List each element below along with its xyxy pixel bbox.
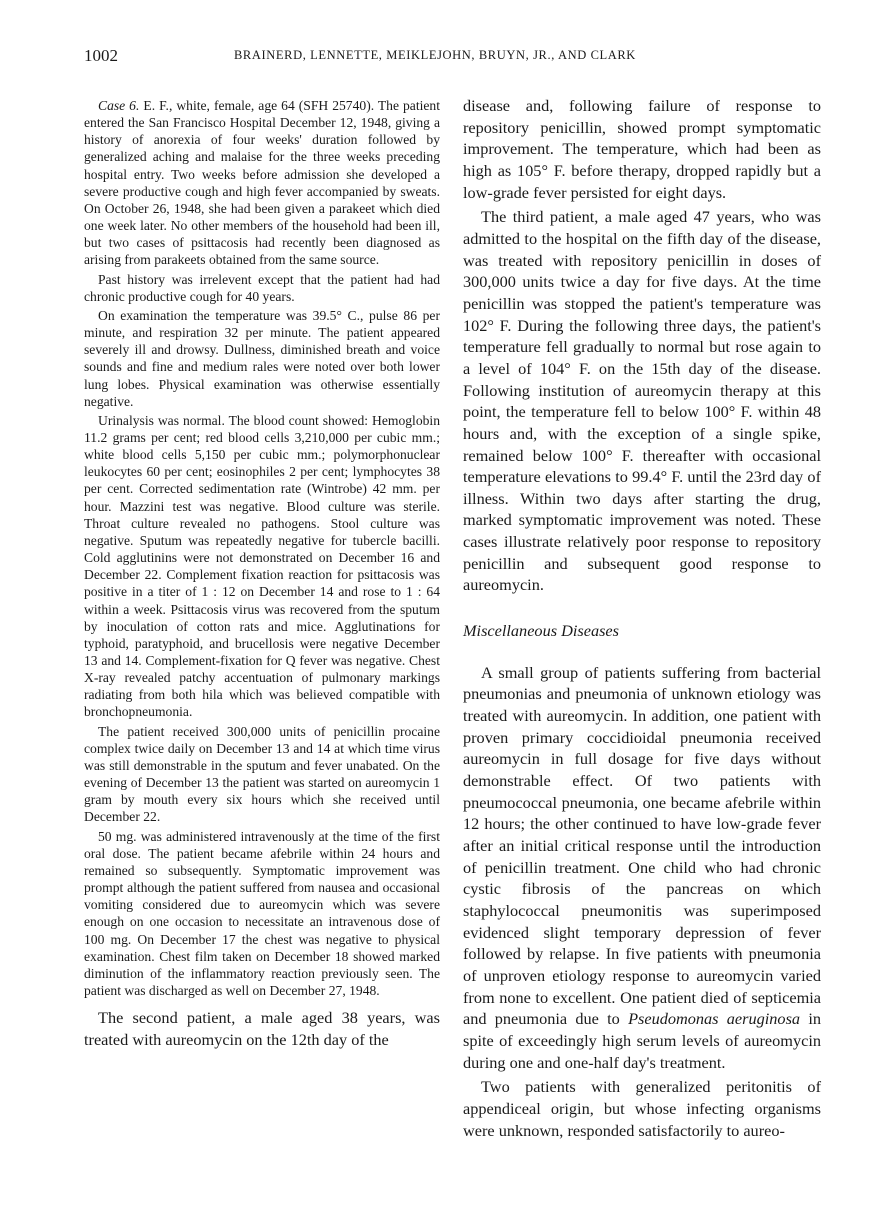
case-label: Case 6. bbox=[98, 98, 140, 113]
outcome-paragraph: 50 mg. was administered intravenously at the time of the first oral dose. The patient became afebrile within 24 hours and remained so subsequently. Symptomatic improvement was prompt although the patient suffered from nausea and occasional vomiting considered due to aureomycin which was severe enough on one occasion to necessitate an intravenous dose of 100 mg. On December 17 the chest was negative to physical examination. Chest film taken on December 18 showed marked diminution of the inflammatory reaction previously seen. The patient was discharged as well on December 27, 1948. bbox=[84, 828, 440, 998]
miscellaneous-paragraph bbox=[463, 662, 821, 1073]
miscellaneous-text-1: A small group of patients suffering from bacterial pneumonias and pneumonia of unknown etiology was treated with aureomycin. In addition, one patient with proven primary coccidioidal pneumonia received aureomycin in full dosage for five days without demonstrable effect. Of two patients with pneumococcal pneumonia, one became afebrile within 12 hours; the other continued to have low-grade fever after an initial critical response until the introduction of penicillin treatment. One child who had chronic cystic fibrosis of the pancreas on which staphylococcal pneumonitis was superimposed evidenced slight temporary depression of fever followed by relapse. In five patients with pneumonia of unproven etiology response to aureomycin varied from none to excellent. One patient died of septicemia and pneumonia due to bbox=[463, 662, 821, 1029]
case-6-text: E. F., white, female, age 64 (SFH 25740). The patient entered the San Francisco Hospital December 12, 1948, giving a history of anorexia of four weeks' duration followed by generalized aching and malaise for the three weeks preceding hospital entry. Two weeks before admission she developed a severe productive cough and high fever accompanied by sweats. On October 26, 1948, she had been given a parakeet which died one week later. No other members of the household had been ill, but two cases of psittacosis had recently been diagnosed as arising from parakeets obtained from the same source. bbox=[84, 98, 440, 268]
past-history-paragraph: Past history was irrelevent except that the patient had had chronic productive cough for 40 years. bbox=[84, 271, 440, 304]
second-patient-continued: disease and, following failure of response to repository penicillin, showed prompt symptomatic improvement. The temperature, which had been as high as 105° F. before therapy, dropped rapidly but a low-grade fever persisted for eight days. bbox=[463, 96, 821, 202]
miscellaneous-text-2: in spite of exceedingly high serum levels of aureomycin during one and one-half day's treatment. bbox=[463, 1009, 821, 1072]
page-number: 1002 bbox=[84, 46, 118, 65]
examination-paragraph: On examination the temperature was 39.5° C., pulse 86 per minute, and respiration 32 per minute. The patient appeared severely ill and drowsy. Dullness, diminished breath and voice sounds and fine and medium rales were noted over both lower lung lobes. Physical examination was otherwise essentially negative. bbox=[84, 307, 440, 409]
third-patient-paragraph: The third patient, a male aged 47 years, who was admitted to the hospital on the fifth day of the disease, was treated with repository penicillin in doses of 300,000 units twice a day for five days. At the time penicillin was stopped the patient's temperature was 102° F. During the following three days, the patient's temperature fell gradually to normal but rose again to a level of 104° F. on the 15th day of the disease. Following institution of aureomycin therapy at this point, the temperature fell to below 100° F. within 48 hours and, with the exception of a single spike, remained below 100° F. thereafter with occasional temperature elevations to 99.4° F. until the 23rd day of illness. Within two days after starting the drug, marked symptomatic improvement was noted. These cases illustrate relatively poor response to repository penicillin and subsequent good response to aureomycin. bbox=[463, 207, 821, 595]
peritonitis-paragraph: Two patients with generalized peritonitis of appendiceal origin, but whose infecting organisms were unknown, responded satisfactorily to aureo- bbox=[463, 1077, 821, 1140]
treatment-paragraph: The patient received 300,000 units of penicillin procaine complex twice daily on December 13 and 14 at which time virus was still demonstrable in the sputum and fever unabated. On the evening of December 13 the patient was started on aureomycin 1 gram by mouth every six hours which she received until December 22. bbox=[84, 723, 440, 825]
organism-name: Pseudomonas aeruginosa bbox=[628, 1009, 801, 1029]
section-heading: Miscellaneous Diseases bbox=[463, 621, 619, 641]
case-6-paragraph bbox=[84, 97, 440, 269]
page-header bbox=[84, 46, 810, 70]
running-head: BRAINERD, LENNETTE, MEIKLEJOHN, BRUYN, JR., AND CLARK bbox=[234, 48, 636, 62]
laboratory-paragraph: Urinalysis was normal. The blood count showed: Hemoglobin 11.2 grams per cent; red blood cells 3,210,000 per cubic mm.; white blood cells 5,150 per cubic mm.; polymorphonuclear leukocytes 60 per cent; eosinophiles 2 per cent; lymphocytes 38 per cent. Corrected sedimentation rate (Wintrobe) 42 mm. per hour. Mazzini test was negative. Blood culture was sterile. Throat culture revealed no pathogens. Stool culture was negative. Sputum was repeatedly negative for tubercle bacilli. Cold agglutinins were not demonstrated on December 16 and December 22. Complement fixation reaction for psittacosis was positive in a titer of 1 : 12 on December 14 and rose to 1 : 64 within a week. Psittacosis virus was recovered from the sputum by inoculation of cotton rats and mice. Agglutinations for typhoid, paratyphoid, and brucellosis were negative December 13 and 14. Complement-fixation for Q fever was negative. Chest X-ray revealed patchy accentuation of pulmonary markings radiating from both hila which was believed compatible with bronchopneumonia. bbox=[84, 412, 440, 720]
second-patient-paragraph: The second patient, a male aged 38 years, was treated with aureomycin on the 12th day of the bbox=[84, 1008, 440, 1049]
left-column bbox=[84, 97, 440, 1052]
right-column bbox=[463, 95, 821, 1141]
